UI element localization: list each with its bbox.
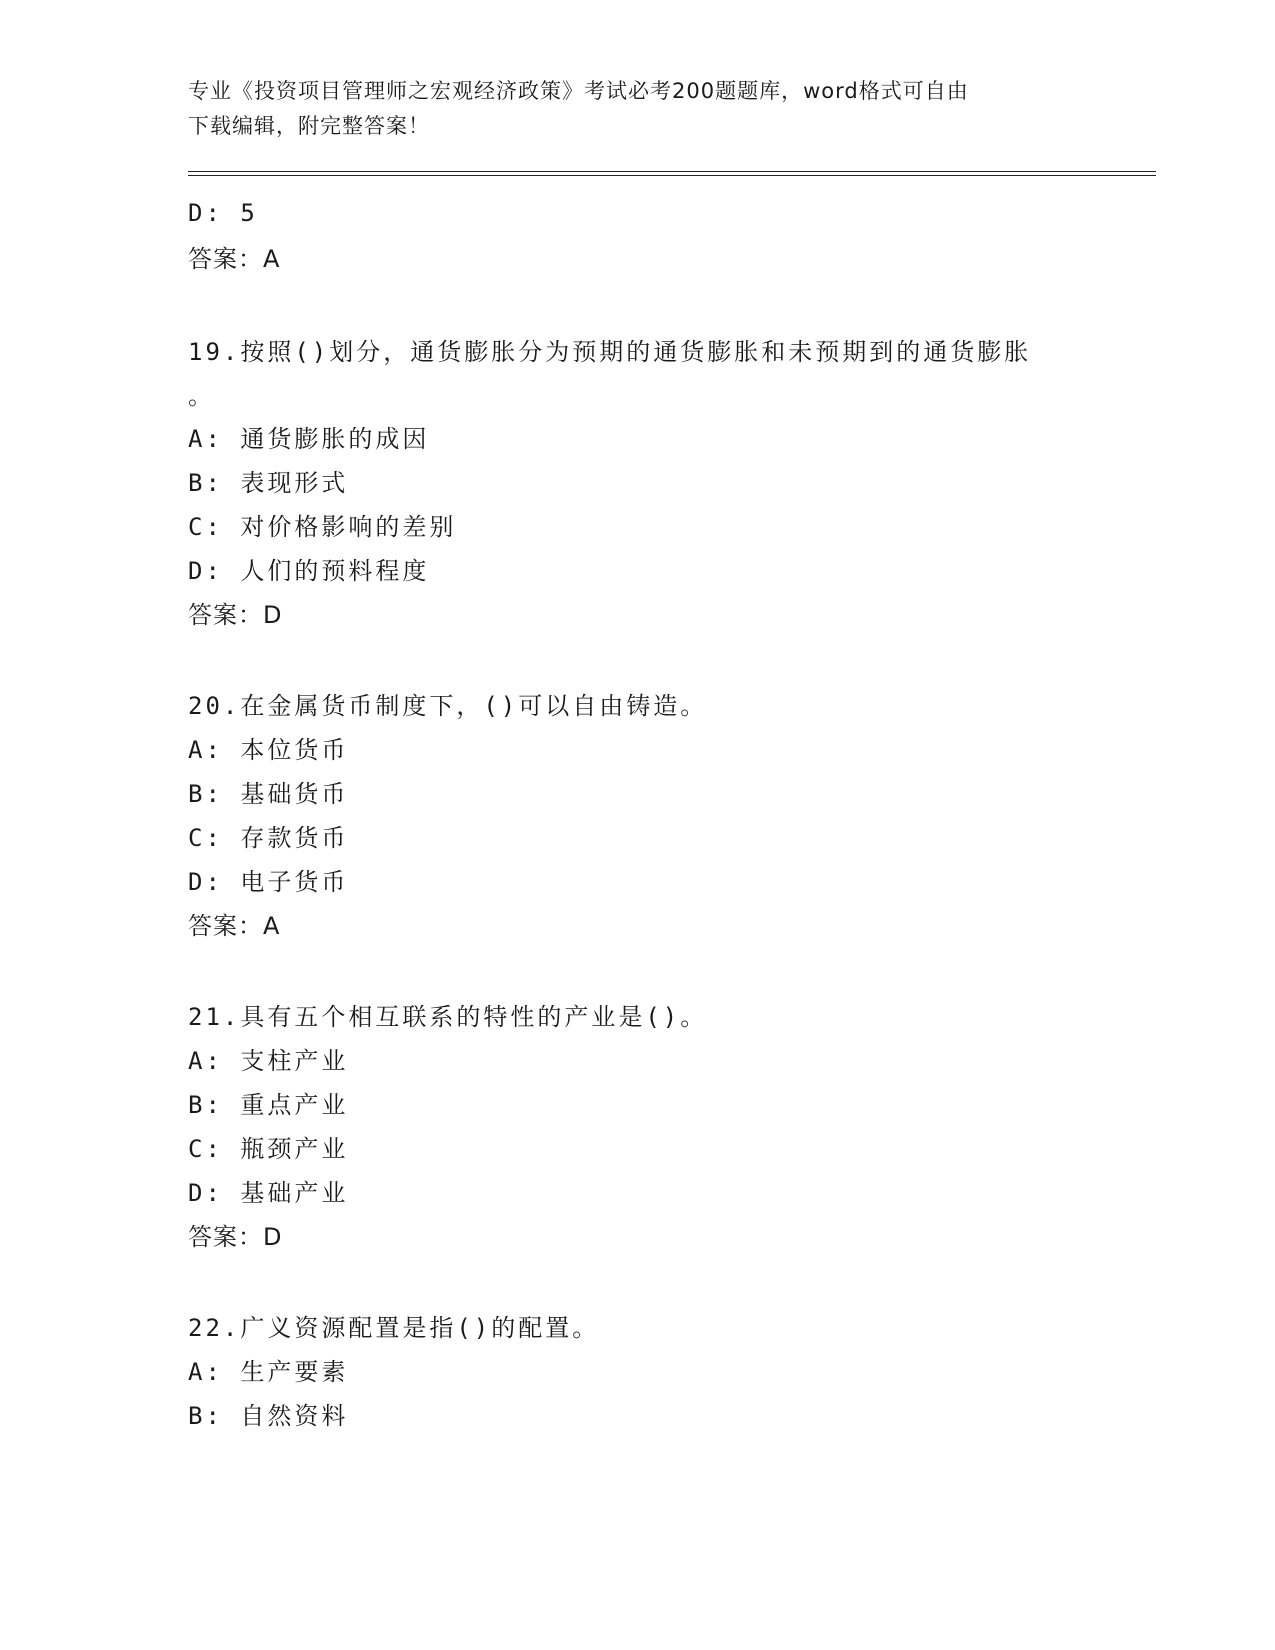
- option-a: A: 通货膨胀的成因: [188, 425, 430, 453]
- answer-line: 答案：A: [188, 245, 281, 273]
- question-stem: 22.广义资源配置是指()的配置。: [188, 1314, 600, 1342]
- spacer: [188, 282, 1148, 329]
- answer-line: 答案：A: [188, 912, 281, 940]
- question-stem: 20.在金属货币制度下，()可以自由铸造。: [188, 692, 708, 720]
- answer-line: 答案：D: [188, 601, 283, 629]
- spacer: [188, 1259, 1148, 1306]
- option-c: C: 瓶颈产业: [188, 1135, 349, 1163]
- header-line-1: 专业《投资项目管理师之宏观经济政策》考试必考200题题库，word格式可自由: [188, 79, 969, 103]
- question-content: [188, 190, 1148, 1438]
- question-stem: 21.具有五个相互联系的特性的产业是()。: [188, 1003, 708, 1031]
- option-b: B: 基础货币: [188, 780, 349, 808]
- option-a: A: 生产要素: [188, 1358, 349, 1386]
- document-header: [188, 74, 1088, 144]
- option-d: D: 5: [188, 199, 258, 227]
- option-d: D: 基础产业: [188, 1179, 349, 1207]
- spacer: [188, 637, 1148, 684]
- option-b: B: 重点产业: [188, 1091, 349, 1119]
- option-c: C: 对价格影响的差别: [188, 513, 457, 541]
- option-a: A: 本位货币: [188, 736, 349, 764]
- option-a: A: 支柱产业: [188, 1047, 349, 1075]
- option-c: C: 存款货币: [188, 824, 349, 852]
- header-divider-bottom: [188, 175, 1156, 176]
- option-b: B: 自然资料: [188, 1402, 349, 1430]
- spacer: [188, 948, 1148, 995]
- option-d: D: 人们的预料程度: [188, 557, 430, 585]
- option-d: D: 电子货币: [188, 868, 349, 896]
- header-divider-top: [188, 171, 1156, 172]
- answer-line: 答案：D: [188, 1223, 283, 1251]
- header-line-2: 下载编辑，附完整答案！: [188, 114, 430, 138]
- question-stem: 19.按照()划分，通货膨胀分为预期的通货膨胀和未预期到的通货膨胀: [188, 338, 1032, 366]
- question-stem-continuation: 。: [188, 382, 215, 410]
- option-b: B: 表现形式: [188, 469, 349, 497]
